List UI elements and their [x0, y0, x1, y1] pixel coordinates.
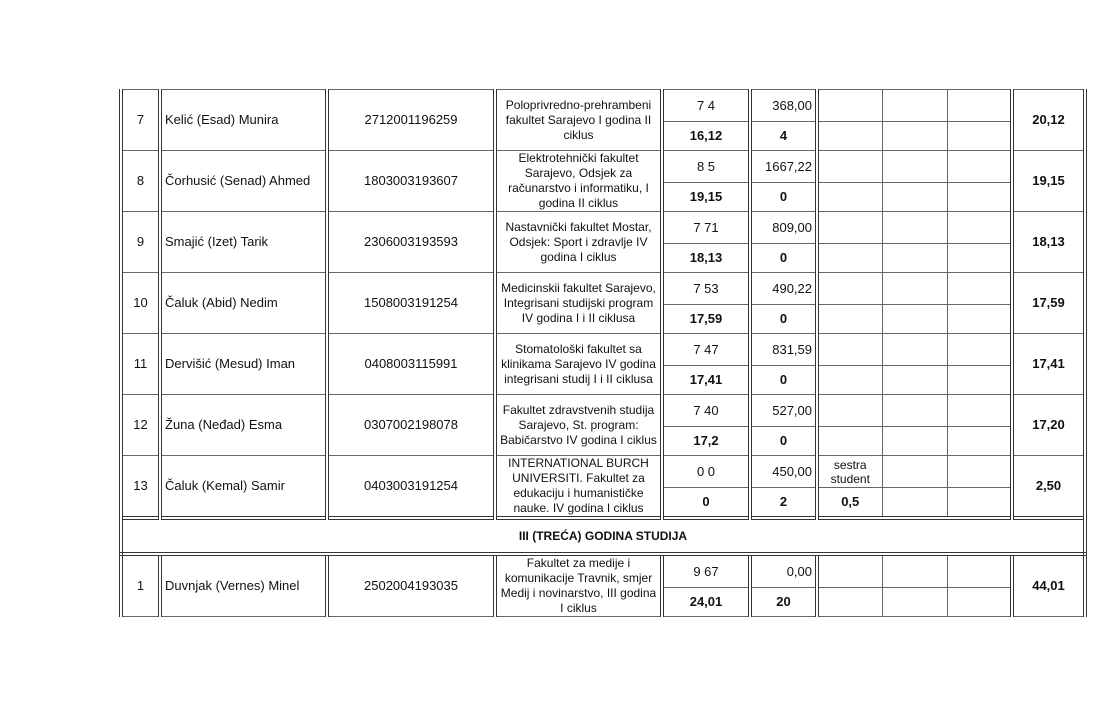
grade-average: 7 53: [662, 273, 750, 305]
empty-cell: [947, 244, 1012, 273]
empty-cell: [882, 305, 947, 334]
social-category: [817, 395, 882, 427]
empty-cell: [882, 122, 947, 151]
empty-cell: [947, 366, 1012, 395]
student-id: 0403003191254: [327, 456, 495, 519]
empty-cell: [947, 183, 1012, 212]
row-number: 13: [121, 456, 160, 519]
table-row: [121, 334, 1085, 366]
row-number: 8: [121, 151, 160, 212]
grade-points: 18,13: [662, 244, 750, 273]
empty-cell: [882, 588, 947, 617]
income-points: 0: [750, 244, 817, 273]
empty-cell: [947, 395, 1012, 427]
student-name: Kelić (Esad) Munira: [160, 90, 327, 151]
social-points: [817, 183, 882, 212]
income-value: 450,00: [750, 456, 817, 488]
student-name: Dervišić (Mesud) Iman: [160, 334, 327, 395]
income-points: 20: [750, 588, 817, 617]
empty-cell: [882, 395, 947, 427]
faculty: Fakultet za medije i komunikacije Travnik, smjer Medij i novinarstvo, III godina I ciklus: [495, 554, 662, 617]
empty-cell: [882, 366, 947, 395]
income-value: 490,22: [750, 273, 817, 305]
empty-cell: [882, 554, 947, 588]
faculty: Nastavnički fakultet Mostar, Odsjek: Sport i zdravlje IV godina I ciklus: [495, 212, 662, 273]
row-number: 11: [121, 334, 160, 395]
row-number: 7: [121, 90, 160, 151]
student-id: 0307002198078: [327, 395, 495, 456]
empty-cell: [882, 488, 947, 519]
grade-points: 19,15: [662, 183, 750, 212]
row-number: 12: [121, 395, 160, 456]
empty-cell: [947, 588, 1012, 617]
faculty: Elektrotehnički fakultet Sarajevo, Odsjek za računarstvo i informatiku, I godina II ciklus: [495, 151, 662, 212]
grade-points: 17,2: [662, 427, 750, 456]
grade-points: 0: [662, 488, 750, 519]
faculty: Fakultet zdravstvenih studija Sarajevo, St. program: Babičarstvo IV godina I ciklus: [495, 395, 662, 456]
student-id: 1803003193607: [327, 151, 495, 212]
table-row: [121, 273, 1085, 305]
empty-cell: [947, 427, 1012, 456]
student-id: 1508003191254: [327, 273, 495, 334]
table-row: [121, 212, 1085, 244]
grade-points: 17,41: [662, 366, 750, 395]
section-title: III (TREĆA) GODINA STUDIJA: [121, 518, 1085, 554]
empty-cell: [947, 151, 1012, 183]
empty-cell: [947, 305, 1012, 334]
empty-cell: [947, 488, 1012, 519]
social-category: sestra student: [817, 456, 882, 488]
student-name: Duvnjak (Vernes) Minel: [160, 554, 327, 617]
income-value: 527,00: [750, 395, 817, 427]
grade-points: 16,12: [662, 122, 750, 151]
student-id: 2712001196259: [327, 90, 495, 151]
scholarship-ranking-table: [119, 89, 1087, 617]
faculty: Medicinskii fakultet Sarajevo, Integrisani studijski program IV godina I i II ciklusa: [495, 273, 662, 334]
grade-average: 9 67: [662, 554, 750, 588]
social-points: [817, 122, 882, 151]
table-row: [121, 90, 1085, 122]
table-row: [121, 151, 1085, 183]
total-points: 17,41: [1012, 334, 1085, 395]
empty-cell: [882, 427, 947, 456]
total-points: 18,13: [1012, 212, 1085, 273]
social-category: [817, 273, 882, 305]
empty-cell: [882, 456, 947, 488]
total-points: 17,59: [1012, 273, 1085, 334]
row-number: 9: [121, 212, 160, 273]
faculty: INTERNATIONAL BURCH UNIVERSITI. Fakultet za edukaciju i humanističke nauke. IV godina I ciklus: [495, 456, 662, 519]
income-points: 2: [750, 488, 817, 519]
total-points: 2,50: [1012, 456, 1085, 519]
empty-cell: [882, 334, 947, 366]
empty-cell: [947, 456, 1012, 488]
table-row: [121, 456, 1085, 488]
empty-cell: [947, 122, 1012, 151]
income-value: 368,00: [750, 90, 817, 122]
total-points: 44,01: [1012, 554, 1085, 617]
income-value: 1667,22: [750, 151, 817, 183]
student-name: Čaluk (Abid) Nedim: [160, 273, 327, 334]
social-points: [817, 427, 882, 456]
student-name: Žuna (Neđad) Esma: [160, 395, 327, 456]
social-category: [817, 554, 882, 588]
income-points: 0: [750, 427, 817, 456]
student-id: 2306003193593: [327, 212, 495, 273]
income-value: 809,00: [750, 212, 817, 244]
total-points: 19,15: [1012, 151, 1085, 212]
income-points: 0: [750, 366, 817, 395]
student-id: 0408003115991: [327, 334, 495, 395]
grade-points: 17,59: [662, 305, 750, 334]
total-points: 20,12: [1012, 90, 1085, 151]
social-points: [817, 244, 882, 273]
empty-cell: [882, 244, 947, 273]
empty-cell: [882, 273, 947, 305]
empty-cell: [947, 212, 1012, 244]
empty-cell: [947, 554, 1012, 588]
student-name: Čaluk (Kemal) Samir: [160, 456, 327, 519]
empty-cell: [947, 273, 1012, 305]
student-id: 2502004193035: [327, 554, 495, 617]
faculty: Stomatološki fakultet sa klinikama Sarajevo IV godina integrisani studij I i II ciklusa: [495, 334, 662, 395]
row-number: 1: [121, 554, 160, 617]
social-points: [817, 366, 882, 395]
row-number: 10: [121, 273, 160, 334]
grade-average: 0 0: [662, 456, 750, 488]
student-name: Čorhusić (Senad) Ahmed: [160, 151, 327, 212]
grade-points: 24,01: [662, 588, 750, 617]
faculty: Poloprivredno-prehrambeni fakultet Sarajevo I godina II ciklus: [495, 90, 662, 151]
income-points: 0: [750, 183, 817, 212]
income-value: 0,00: [750, 554, 817, 588]
empty-cell: [882, 183, 947, 212]
grade-average: 7 4: [662, 90, 750, 122]
empty-cell: [882, 90, 947, 122]
student-name: Smajić (Izet) Tarik: [160, 212, 327, 273]
grade-average: 7 40: [662, 395, 750, 427]
empty-cell: [947, 334, 1012, 366]
empty-cell: [947, 90, 1012, 122]
grade-average: 8 5: [662, 151, 750, 183]
income-value: 831,59: [750, 334, 817, 366]
total-points: 17,20: [1012, 395, 1085, 456]
social-points: [817, 588, 882, 617]
empty-cell: [882, 212, 947, 244]
grade-average: 7 71: [662, 212, 750, 244]
table-row: [121, 554, 1085, 588]
income-points: 4: [750, 122, 817, 151]
income-points: 0: [750, 305, 817, 334]
social-category: [817, 334, 882, 366]
empty-cell: [882, 151, 947, 183]
social-category: [817, 90, 882, 122]
social-category: [817, 212, 882, 244]
social-category: [817, 151, 882, 183]
grade-average: 7 47: [662, 334, 750, 366]
section-header-row: [121, 518, 1085, 554]
social-points: [817, 305, 882, 334]
social-points: 0,5: [817, 488, 882, 519]
table-row: [121, 395, 1085, 427]
